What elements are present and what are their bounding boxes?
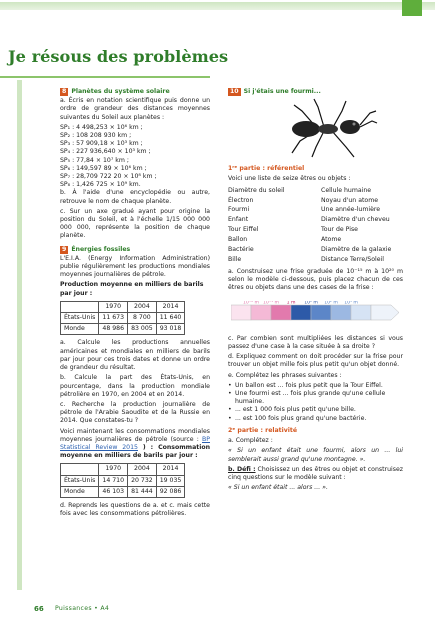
row-label: Monde	[61, 324, 99, 335]
scale-label: 1 m	[286, 300, 296, 306]
ex8-line: SP₆ : 149,597 89 × 10⁶ km ;	[60, 164, 147, 172]
table-row	[61, 324, 185, 335]
sidebar-strip	[17, 80, 22, 590]
page-title: Je résous des problèmes	[8, 47, 229, 66]
cell: 83 005	[128, 324, 157, 335]
ex9-now	[60, 428, 210, 461]
year-header: 2004	[128, 464, 157, 475]
ex10-e: e. Complétez les phrases suivantes :	[228, 371, 342, 379]
scale-cell	[251, 305, 271, 320]
scale-label: 10¹ m	[304, 300, 318, 306]
ex9-table1-title: Production moyenne en milliers de barils par jour :	[60, 281, 204, 297]
ant-illustration	[288, 97, 378, 159]
ex10-defi: b. Défi :	[228, 465, 256, 473]
right-column	[228, 88, 403, 494]
ex10-part1: 1ʳᵉ partie : référentiel	[228, 165, 305, 173]
cell: 8 700	[128, 313, 157, 324]
ex8-line: SP₇ : 28,709 722 20 × 10⁸ km ;	[60, 173, 157, 181]
list-item: Diamètre de la galaxie	[321, 245, 392, 253]
chapter-name: Puissances • A4	[55, 605, 110, 612]
bullet-item: • ... est 1 000 fois plus petit qu'une bille.	[228, 406, 403, 414]
ex8-c: c. Sur un axe gradué ayant pour origine la position du Soleil, et à l'échelle 1/15 000 000 000 000, représente la position de chaque planète.	[60, 207, 210, 240]
cell: 11 673	[99, 313, 128, 324]
ex10-q: « Si un enfant était ... alors ... ».	[228, 484, 328, 492]
scale-label: 10⁻¹ m	[262, 300, 280, 306]
cell: 46 103	[99, 486, 128, 497]
ex8-line: SP₁ : 4 498,253 × 10⁶ km ;	[60, 123, 143, 131]
scale-frieze	[231, 301, 403, 328]
ex8-a: a. Écris en notation scientifique puis donne un ordre de grandeur des distances moyennes suivantes du Soleil aux planètes :	[60, 97, 210, 121]
list-item: Tour de Pise	[321, 226, 358, 234]
table-row	[61, 486, 185, 497]
list-item: Diamètre du soleil	[228, 186, 285, 194]
ex8-line: SP₅ : 77,84 × 10⁷ km ;	[60, 156, 129, 164]
list-item: Atome	[321, 236, 342, 244]
cell: 92 086	[156, 486, 185, 497]
scale-cell	[351, 305, 371, 320]
bullet-item: • ... est 100 fois plus grand qu'une bactérie.	[228, 415, 403, 423]
scale-label: 10⁻² m	[242, 300, 260, 306]
ex10-intro: Voici une liste de seize êtres ou objets :	[228, 175, 351, 183]
left-column	[60, 88, 210, 520]
ex9-heading	[60, 246, 210, 254]
cell: 93 018	[156, 324, 185, 335]
list-item: Diamètre d'un cheveu	[321, 216, 390, 224]
year-header: 1970	[99, 464, 128, 475]
ex8-line: SP₃ : 57 909,18 × 10³ km ;	[60, 140, 143, 148]
cell: 20 732	[128, 475, 157, 486]
row-label: Monde	[61, 486, 99, 497]
list-item: Fourmi	[228, 206, 250, 214]
row-label: États-Unis	[61, 313, 99, 324]
ex9-now2: ) : Consommation moyenne en milliers de barils par jour :	[60, 443, 211, 460]
corner-cell	[61, 301, 99, 312]
ex10-b2	[228, 466, 403, 482]
table-row	[61, 313, 185, 324]
scale-label: 10² m	[324, 300, 338, 306]
list-item: Distance Terre/Soleil	[321, 255, 384, 263]
top-strip	[0, 2, 435, 10]
year-header: 1970	[99, 301, 128, 312]
ex10-heading	[228, 88, 403, 96]
cell: 19 035	[156, 475, 185, 486]
top-banner	[0, 0, 435, 16]
scale-cell	[231, 305, 251, 320]
year-header: 2014	[156, 301, 185, 312]
ex9-table1	[60, 301, 185, 336]
ex10-a2: a. Complétez :	[228, 437, 273, 445]
bullet-list	[228, 382, 403, 423]
ex9-now1: Voici maintenant les consommations mondiales moyennes journalières de pétrole (source :	[60, 427, 210, 443]
year-header: 2014	[156, 464, 185, 475]
cell: 14 710	[99, 475, 128, 486]
bullet-item: • Un ballon est ... fois plus petit que la Tour Eiffel.	[228, 382, 403, 390]
corner-cell	[61, 464, 99, 475]
ex10-number: 10	[230, 88, 239, 96]
list-item: Ballon	[228, 236, 248, 244]
ex8-line: SP₄ : 227 936,640 × 10³ km ;	[60, 148, 151, 156]
top-tab	[402, 0, 422, 16]
page-number: 66	[34, 605, 44, 613]
scale-cell	[311, 305, 331, 320]
list-item: Bille	[228, 255, 242, 263]
ex10-a: a. Construisez une frise graduée de 10⁻¹⁵ m à 10²⁰ m selon le modèle ci-dessous, puis placez chacun de ces êtres ou objets dans une des cases de la frise :	[228, 268, 403, 292]
list-item: Une année-lumière	[321, 206, 381, 214]
table-row	[61, 475, 185, 486]
ex10-c: c. Par combien sont multipliées les distances si vous passez d'une case à la case située à sa droite ?	[228, 334, 403, 351]
cell: 48 986	[99, 324, 128, 335]
ex9-d: d. Reprends les questions de a. et c. mais cette fois avec les consommations pétrolières.	[60, 501, 210, 518]
ex9-title: Énergies fossiles	[71, 245, 131, 253]
ex9-intro: L'E.I.A. (Energy Information Administration) publie régulièrement les productions mondiales moyennes journalières de pétrole.	[60, 254, 210, 279]
scale-cell	[291, 305, 311, 320]
ex8-title: Planètes du système solaire	[71, 88, 170, 95]
list-item: Noyau d'un atome	[321, 196, 379, 204]
bullet-item: • Une fourmi est ... fois plus grande qu'une cellule humaine.	[228, 390, 403, 406]
scale-cell	[271, 305, 291, 320]
year-header: 2004	[128, 301, 157, 312]
list-item: Cellule humaine	[321, 186, 372, 194]
ex8-heading	[60, 88, 210, 96]
ex8-number: 8	[62, 88, 67, 96]
ex10-d: d. Expliquez comment on doit procéder sur la frise pour trouver un objet mille fois plus petit qu'un objet donné.	[228, 353, 403, 369]
scale-cell	[331, 305, 351, 320]
ex8-lines	[60, 124, 210, 190]
list-item: Tour Eiffel	[228, 226, 259, 234]
ex10-part2: 2ᵉ partie : relativité	[228, 426, 298, 434]
cell: 11 640	[156, 313, 185, 324]
ex8-line: SP₂ : 108 208 930 km ;	[60, 132, 132, 140]
list-item: Bactérie	[228, 245, 254, 253]
scale-label: 10³ m	[344, 300, 358, 306]
cell: 81 444	[128, 486, 157, 497]
ex9-number: 9	[62, 245, 67, 253]
ex9-a: a. Calcule les productions annuelles américaines et mondiales en milliers de barils par jour pour ces trois dates et donne un ordre de grandeur du résultat.	[60, 339, 210, 372]
ex8-b: b. À l'aide d'une encyclopédie ou autre, retrouve le nom de chaque planète.	[60, 189, 210, 205]
ex9-c: c. Recherche la production journalière de pétrole de l'Arabie Saoudite et de la Russie en 2014. Que constates-tu ?	[60, 400, 210, 425]
ex9-table2	[60, 463, 185, 498]
ex9-b: b. Calcule la part des États-Unis, en pourcentage, dans la production mondiale pétrolière en 1970, en 2004 et en 2014.	[60, 374, 210, 398]
ex10-b2-text: Choisissez un des êtres ou objet et construisez cinq questions sur le modèle suivant :	[228, 465, 404, 481]
row-label: États-Unis	[61, 475, 99, 486]
ex8-line: SP₈ : 1,426 725 × 10⁹ km.	[60, 181, 141, 189]
title-underline	[0, 76, 210, 78]
source-link[interactable]: BP Statistical Review 2015	[60, 435, 210, 451]
ex10-quote: « Si un enfant était une fourmi, alors un ... lui semblerait aussi grand qu'une montagne. ».	[228, 447, 403, 463]
list-item: Électron	[228, 196, 254, 204]
objects-list	[228, 187, 403, 264]
list-item: Enfant	[228, 216, 249, 224]
ex10-title: Si j'étais une fourmi...	[243, 88, 321, 95]
scale-arrow	[371, 305, 399, 320]
